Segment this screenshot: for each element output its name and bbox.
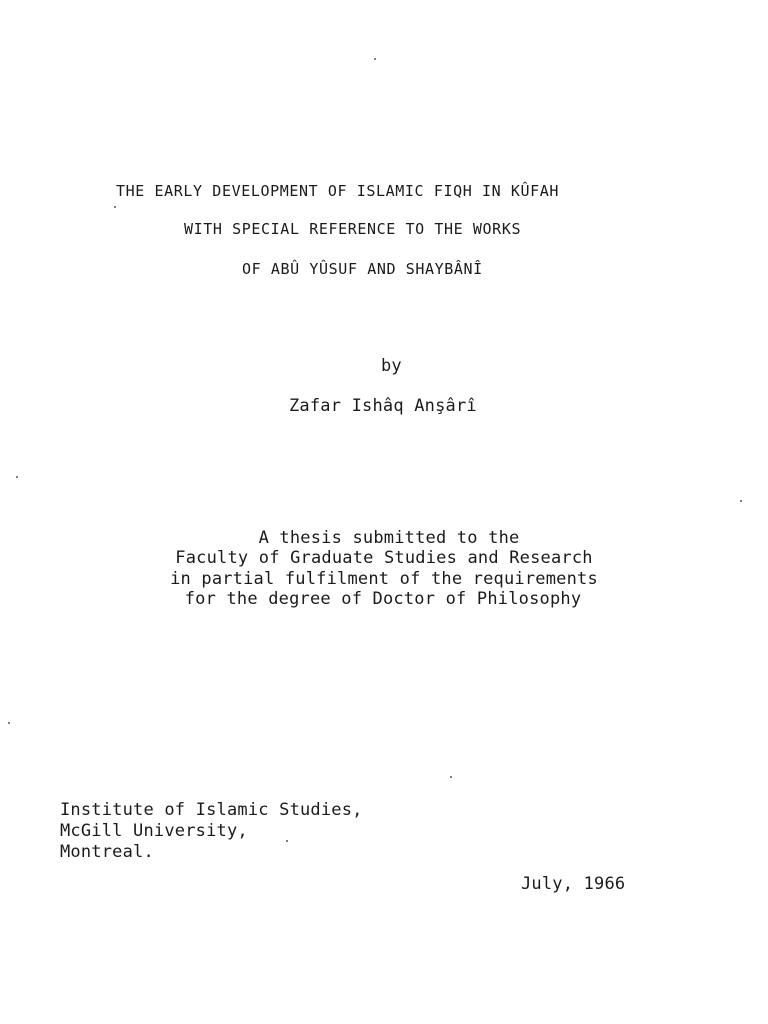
title-line-1: THE EARLY DEVELOPMENT OF ISLAMIC FIQH IN KÛFAH — [116, 182, 560, 200]
scan-speck — [740, 500, 742, 502]
institution-line-1: Institute of Islamic Studies, — [60, 800, 363, 820]
statement-line-3: in partial fulfilment of the requirements — [170, 569, 598, 589]
statement-line-1: A thesis submitted to the — [258, 528, 520, 548]
scan-speck — [16, 476, 18, 478]
scan-speck — [286, 840, 288, 842]
institution-line-2: McGill University, — [60, 821, 248, 841]
date: July, 1966 — [521, 874, 626, 894]
scan-speck — [450, 776, 452, 778]
scan-speck — [114, 206, 116, 208]
author-name: Zafar Ishâq Anşârî — [289, 396, 477, 416]
institution-line-3: Montreal. — [60, 842, 154, 862]
scan-speck — [374, 58, 376, 60]
statement-line-2: Faculty of Graduate Studies and Research — [175, 548, 593, 568]
by-label: by — [381, 356, 402, 376]
title-line-3: OF ABÛ YÛSUF AND SHAYBÂNÎ — [242, 260, 483, 278]
statement-line-4: for the degree of Doctor of Philosophy — [184, 589, 582, 609]
scan-speck — [8, 722, 10, 724]
title-line-2: WITH SPECIAL REFERENCE TO THE WORKS — [184, 220, 522, 238]
